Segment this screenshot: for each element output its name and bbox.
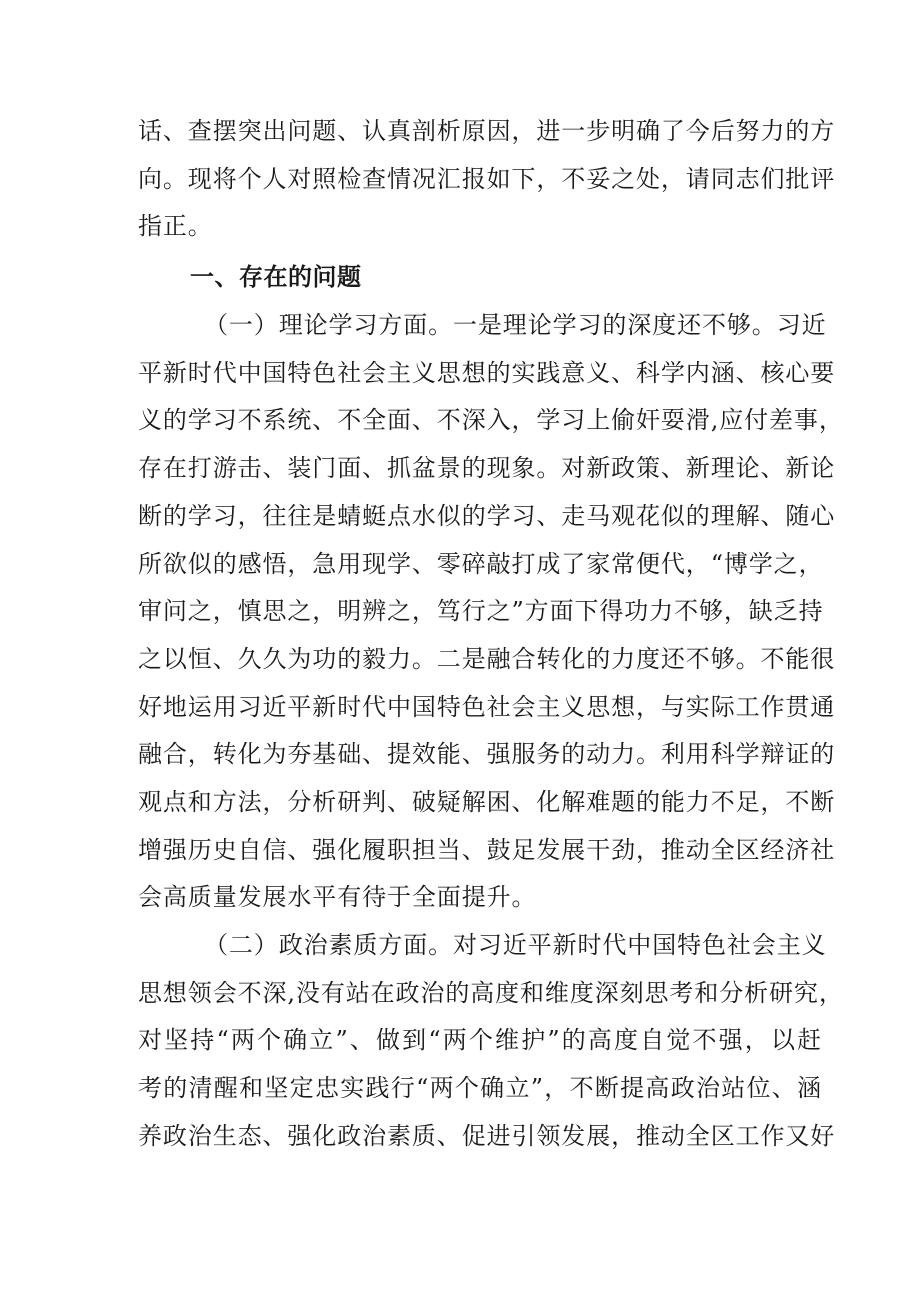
text-line: 观点和方法，分析研判、破疑解困、化解难题的能力不足，不断 [138,787,836,816]
text-line: 平新时代中国特色社会主义思想的实践意义、科学内涵、核心要 [138,358,836,387]
political-quality-paragraph [138,922,844,1160]
text-line: 义的学习不系统、不全面、不深入，学习上偷奸耍滑,应付差事， [138,406,844,435]
text-line: 之以恒、久久为功的毅力。二是融合转化的力度还不够。不能很 [138,644,836,673]
text-line: 考的清醒和坚定忠实践行“两个确立”，不断提高政治站位、涵 [138,1074,822,1103]
text-line: 会高质量发展水平有待于全面提升。 [138,883,537,912]
text-line: 好地运用习近平新时代中国特色社会主义思想，与实际工作贯通 [138,692,836,721]
text-line: 断的学习，往往是蜻蜓点水似的学习、走马观花似的理解、随心 [138,501,836,530]
text-line: （二）政治素质方面。对习近平新时代中国特色社会主义 [204,931,827,959]
text-line: 话、查摆突出问题、认真剖析原因，进一步明确了今后努力的方 [138,117,836,145]
text-line: 养政治生态、强化政治素质、促进引领发展，推动全区工作又好 [138,1121,836,1150]
text-line: 思想领会不深,没有站在政治的高度和维度深刻思考和分析研究， [138,978,844,1007]
text-line: 指正。 [138,212,213,241]
text-line: 向。现将个人对照检查情况汇报如下，不妥之处，请同志们批评 [138,164,836,193]
intro-paragraph [138,108,836,251]
text-line: 对坚持“两个确立”、做到“两个维护”的高度自觉不强，以赶 [138,1026,822,1055]
text-line: 存在打游击、装门面、抓盆景的现象。对新政策、新理论、新论 [138,454,836,483]
document-page [138,108,844,1160]
text-line: 融合，转化为夯基础、提效能、强服务的动力。利用科学辩证的 [138,740,836,769]
text-line: 审问之，慎思之，明辨之，笃行之”方面下得功力不够，缺乏持 [138,597,824,626]
theory-study-paragraph [138,302,844,922]
text-line: （一）理论学习方面。一是理论学习的深度还不够。习近 [204,311,827,340]
section-heading: 一、存在的问题 [190,263,362,292]
text-line: 所欲似的感悟，急用现学、零碎敲打成了家常便代，“博学之， [138,549,824,578]
text-line: 增强历史自信、强化履职担当、鼓足发展干劲，推动全区经济社 [138,835,836,864]
